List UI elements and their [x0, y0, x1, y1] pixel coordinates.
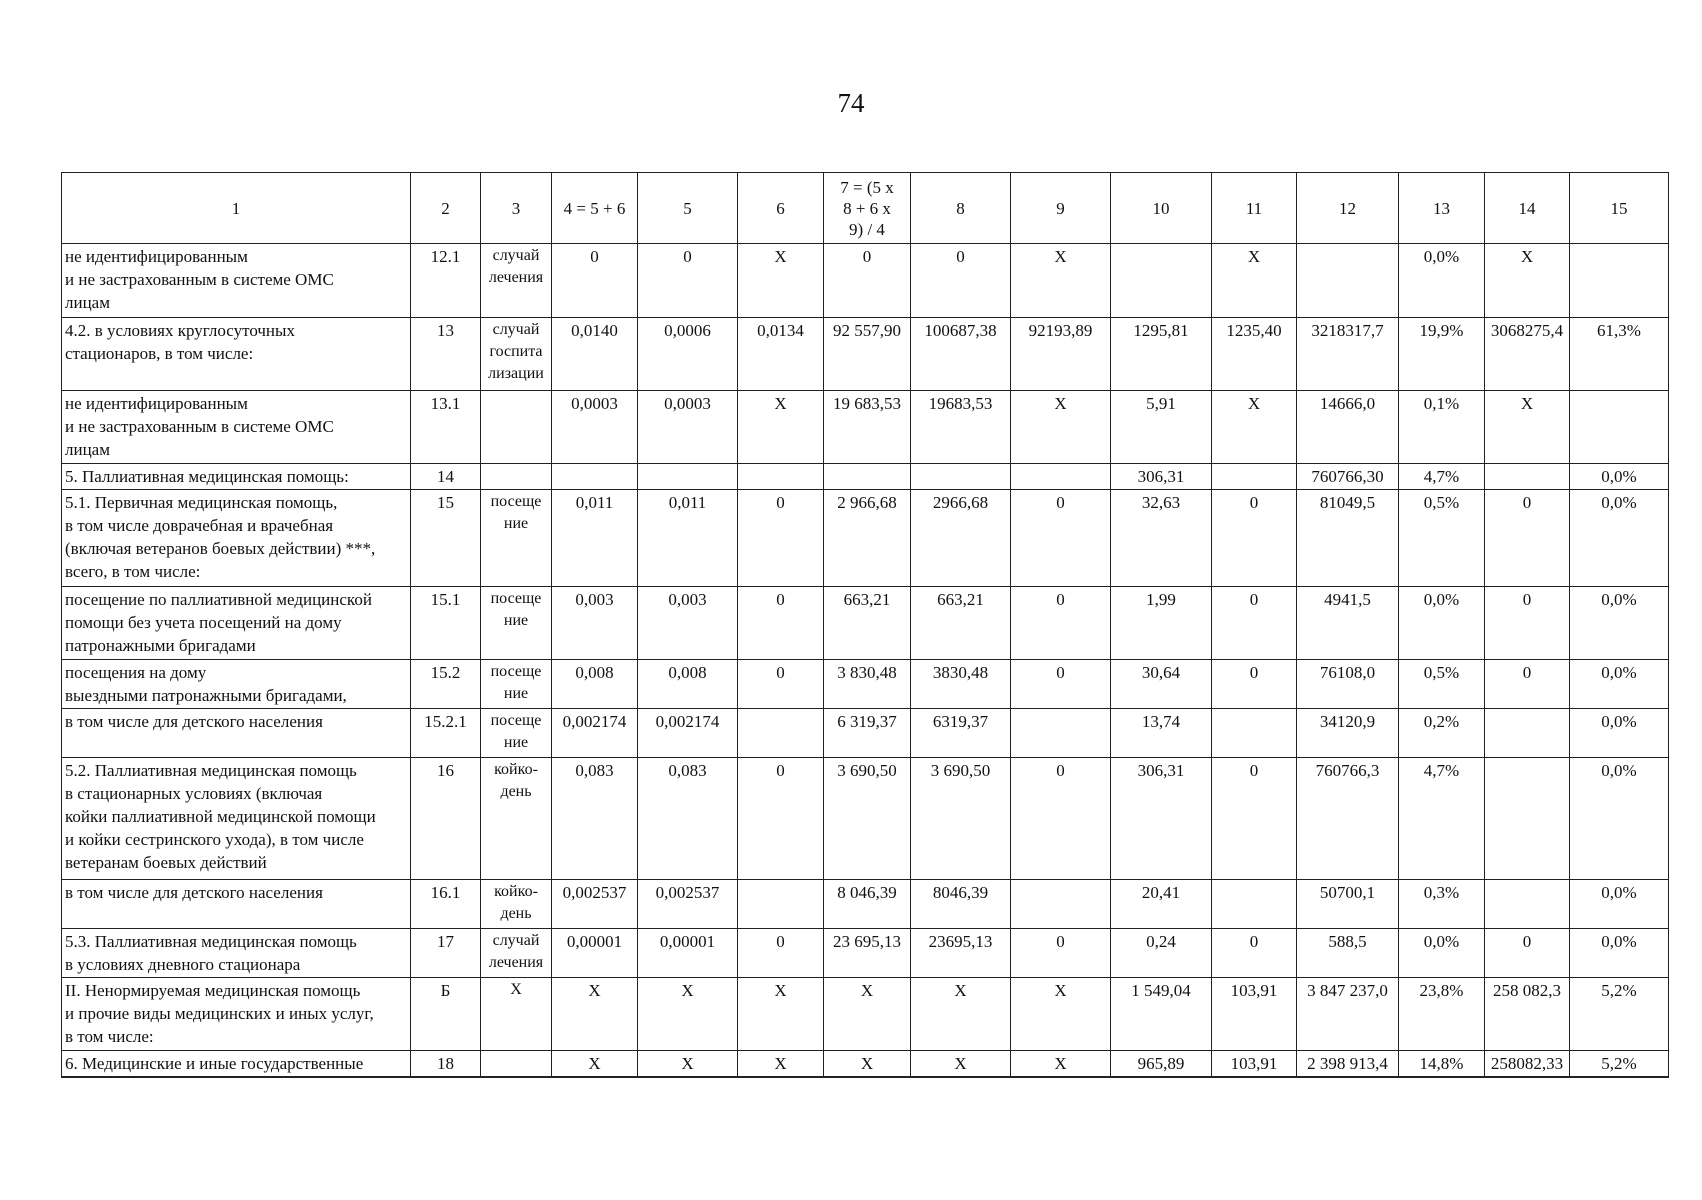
value-cell: 2 398 913,4 [1297, 1051, 1399, 1078]
value-cell: 0 [638, 244, 738, 318]
data-table [61, 172, 1669, 1078]
row-name-cell: не идентифицированным и не застрахованным в системе ОМС лицам [62, 244, 411, 318]
value-cell: 306,31 [1111, 758, 1212, 880]
value-cell: 0,0% [1570, 929, 1669, 978]
value-cell: Х [1212, 391, 1297, 464]
row-name-cell: 5.1. Первичная медицинская помощь, в том числе доврачебная и врачебная (включая ветеранов боевых действии) ***, всего, в том числе: [62, 490, 411, 587]
value-cell: 0,002537 [552, 880, 638, 929]
value-cell: 0,002174 [638, 709, 738, 758]
column-header: 13 [1399, 173, 1485, 244]
row-code-cell: 17 [411, 929, 481, 978]
value-cell: 5,91 [1111, 391, 1212, 464]
value-cell: 0,0% [1570, 758, 1669, 880]
value-cell: 1,99 [1111, 587, 1212, 660]
value-cell: 0 [911, 244, 1011, 318]
value-cell: 0,0% [1570, 464, 1669, 490]
value-cell [738, 709, 824, 758]
value-cell [1011, 880, 1111, 929]
unit-cell: койко- день [481, 880, 552, 929]
value-cell: 4941,5 [1297, 587, 1399, 660]
row-name-cell: посещение по паллиативной медицинской помощи без учета посещений на дому патронажными бригадами [62, 587, 411, 660]
column-header: 14 [1485, 173, 1570, 244]
value-cell: 0,5% [1399, 490, 1485, 587]
column-header: 12 [1297, 173, 1399, 244]
value-cell: 663,21 [911, 587, 1011, 660]
unit-cell: койко- день [481, 758, 552, 880]
value-cell: 306,31 [1111, 464, 1212, 490]
value-cell: 0 [738, 660, 824, 709]
value-cell: 30,64 [1111, 660, 1212, 709]
value-cell: 2966,68 [911, 490, 1011, 587]
column-header: 3 [481, 173, 552, 244]
value-cell: 23695,13 [911, 929, 1011, 978]
value-cell: Х [1485, 391, 1570, 464]
unit-cell: случай госпита лизации [481, 318, 552, 391]
value-cell: 61,3% [1570, 318, 1669, 391]
value-cell: 5,2% [1570, 1051, 1669, 1078]
value-cell: 76108,0 [1297, 660, 1399, 709]
row-name-cell: 5.2. Паллиативная медицинская помощь в стационарных условиях (включая койки паллиативной медицинской помощи и койки сестринского ухода), в том числе ветеранам боевых действий [62, 758, 411, 880]
header-row [62, 173, 1669, 244]
value-cell: 14666,0 [1297, 391, 1399, 464]
value-cell: Х [1011, 978, 1111, 1051]
value-cell: 0 [552, 244, 638, 318]
value-cell: 0 [1011, 490, 1111, 587]
value-cell: 0 [1212, 490, 1297, 587]
value-cell: Х [638, 1051, 738, 1078]
value-cell [1485, 709, 1570, 758]
row-code-cell: 15.1 [411, 587, 481, 660]
value-cell: 760766,30 [1297, 464, 1399, 490]
value-cell: 19683,53 [911, 391, 1011, 464]
unit-cell [481, 391, 552, 464]
row-code-cell: 16 [411, 758, 481, 880]
value-cell: Х [824, 978, 911, 1051]
table-row [62, 929, 1669, 978]
value-cell: 0 [1212, 660, 1297, 709]
unit-cell: посеще ние [481, 587, 552, 660]
value-cell: 0 [1485, 490, 1570, 587]
value-cell: Х [738, 244, 824, 318]
row-code-cell: 18 [411, 1051, 481, 1078]
value-cell: Х [1011, 1051, 1111, 1078]
value-cell [1485, 464, 1570, 490]
value-cell: 0,0134 [738, 318, 824, 391]
value-cell: 258 082,3 [1485, 978, 1570, 1051]
table-row [62, 318, 1669, 391]
value-cell [738, 464, 824, 490]
value-cell: 0,0% [1399, 244, 1485, 318]
value-cell: 0,002174 [552, 709, 638, 758]
value-cell: 81049,5 [1297, 490, 1399, 587]
value-cell: 588,5 [1297, 929, 1399, 978]
value-cell: 92 557,90 [824, 318, 911, 391]
value-cell: 6 319,37 [824, 709, 911, 758]
table-row [62, 1051, 1669, 1078]
value-cell: 0 [1011, 758, 1111, 880]
value-cell: 3 690,50 [824, 758, 911, 880]
value-cell: 0,5% [1399, 660, 1485, 709]
value-cell: 32,63 [1111, 490, 1212, 587]
column-header: 10 [1111, 173, 1212, 244]
value-cell [738, 880, 824, 929]
value-cell: Х [1011, 244, 1111, 318]
value-cell: 0 [1485, 660, 1570, 709]
value-cell: Х [738, 1051, 824, 1078]
value-cell: 0 [738, 587, 824, 660]
value-cell: 2 966,68 [824, 490, 911, 587]
row-code-cell: Б [411, 978, 481, 1051]
row-code-cell: 15 [411, 490, 481, 587]
value-cell [1297, 244, 1399, 318]
row-code-cell: 13.1 [411, 391, 481, 464]
value-cell: Х [1011, 391, 1111, 464]
value-cell: 4,7% [1399, 758, 1485, 880]
value-cell [1570, 391, 1669, 464]
value-cell: 0,0% [1570, 490, 1669, 587]
unit-cell: посеще ние [481, 709, 552, 758]
value-cell [638, 464, 738, 490]
value-cell: Х [1485, 244, 1570, 318]
table-row [62, 660, 1669, 709]
value-cell [552, 464, 638, 490]
value-cell: 965,89 [1111, 1051, 1212, 1078]
value-cell: 8 046,39 [824, 880, 911, 929]
value-cell: 0 [1212, 929, 1297, 978]
value-cell [1011, 709, 1111, 758]
value-cell: 0,0006 [638, 318, 738, 391]
unit-cell: случай лечения [481, 244, 552, 318]
value-cell: 0,0% [1570, 709, 1669, 758]
value-cell: 4,7% [1399, 464, 1485, 490]
value-cell: 0 [1212, 758, 1297, 880]
value-cell [1212, 709, 1297, 758]
unit-cell: посеще ние [481, 660, 552, 709]
value-cell: 0,24 [1111, 929, 1212, 978]
value-cell: 0,0% [1399, 587, 1485, 660]
table-row [62, 490, 1669, 587]
value-cell: Х [911, 978, 1011, 1051]
column-header: 2 [411, 173, 481, 244]
value-cell: 6319,37 [911, 709, 1011, 758]
row-name-cell: 5. Паллиативная медицинская помощь: [62, 464, 411, 490]
value-cell [1485, 758, 1570, 880]
value-cell: 0 [1011, 587, 1111, 660]
value-cell: Х [1212, 244, 1297, 318]
value-cell: 23,8% [1399, 978, 1485, 1051]
value-cell: 8046,39 [911, 880, 1011, 929]
unit-cell: посеще ние [481, 490, 552, 587]
value-cell: 3218317,7 [1297, 318, 1399, 391]
row-code-cell: 15.2 [411, 660, 481, 709]
value-cell: Х [738, 391, 824, 464]
value-cell: 0 [1011, 660, 1111, 709]
value-cell [1570, 244, 1669, 318]
table-row [62, 244, 1669, 318]
table-row [62, 880, 1669, 929]
value-cell: 0,011 [552, 490, 638, 587]
value-cell [1111, 244, 1212, 318]
value-cell [1212, 464, 1297, 490]
value-cell: Х [911, 1051, 1011, 1078]
value-cell: 0,083 [552, 758, 638, 880]
value-cell: 0,1% [1399, 391, 1485, 464]
value-cell: Х [552, 1051, 638, 1078]
value-cell: 0,083 [638, 758, 738, 880]
row-code-cell: 15.2.1 [411, 709, 481, 758]
value-cell: Х [824, 1051, 911, 1078]
row-name-cell: не идентифицированным и не застрахованным в системе ОМС лицам [62, 391, 411, 464]
row-code-cell: 13 [411, 318, 481, 391]
value-cell: 92193,89 [1011, 318, 1111, 391]
table-row [62, 464, 1669, 490]
value-cell: 0 [1212, 587, 1297, 660]
value-cell: 760766,3 [1297, 758, 1399, 880]
value-cell: 14,8% [1399, 1051, 1485, 1078]
column-header: 8 [911, 173, 1011, 244]
value-cell: 0,002537 [638, 880, 738, 929]
column-header: 1 [62, 173, 411, 244]
table-row [62, 978, 1669, 1051]
unit-cell: Х [481, 978, 552, 1051]
value-cell [911, 464, 1011, 490]
value-cell: 3 830,48 [824, 660, 911, 709]
row-name-cell: в том числе для детского населения [62, 880, 411, 929]
value-cell: 0 [1485, 587, 1570, 660]
row-name-cell: 4.2. в условиях круглосуточных стационаров, в том числе: [62, 318, 411, 391]
table-row [62, 587, 1669, 660]
value-cell: 663,21 [824, 587, 911, 660]
unit-cell [481, 1051, 552, 1078]
table-row [62, 709, 1669, 758]
column-header: 6 [738, 173, 824, 244]
value-cell: 0,008 [552, 660, 638, 709]
value-cell: 0 [1485, 929, 1570, 978]
value-cell: 1235,40 [1212, 318, 1297, 391]
value-cell: 0,00001 [638, 929, 738, 978]
value-cell: 0 [738, 490, 824, 587]
row-name-cell: 5.3. Паллиативная медицинская помощь в условиях дневного стационара [62, 929, 411, 978]
row-name-cell: II. Ненормируемая медицинская помощь и прочие виды медицинских и иных услуг, в том числе: [62, 978, 411, 1051]
value-cell: 1 549,04 [1111, 978, 1212, 1051]
value-cell: 50700,1 [1297, 880, 1399, 929]
value-cell: 0 [824, 244, 911, 318]
value-cell: 34120,9 [1297, 709, 1399, 758]
value-cell [1011, 464, 1111, 490]
value-cell: 3 847 237,0 [1297, 978, 1399, 1051]
value-cell: 0,0003 [638, 391, 738, 464]
table-body [62, 244, 1669, 1078]
row-code-cell: 16.1 [411, 880, 481, 929]
value-cell: 23 695,13 [824, 929, 911, 978]
table-row [62, 391, 1669, 464]
column-header: 11 [1212, 173, 1297, 244]
value-cell: 0,00001 [552, 929, 638, 978]
value-cell: Х [552, 978, 638, 1051]
value-cell: 3830,48 [911, 660, 1011, 709]
value-cell: 103,91 [1212, 1051, 1297, 1078]
value-cell: 5,2% [1570, 978, 1669, 1051]
value-cell: 0,008 [638, 660, 738, 709]
value-cell: 13,74 [1111, 709, 1212, 758]
value-cell [1212, 880, 1297, 929]
column-header: 7 = (5 х 8 + 6 х 9) / 4 [824, 173, 911, 244]
row-code-cell: 14 [411, 464, 481, 490]
table-row [62, 758, 1669, 880]
row-name-cell: посещения на дому выездными патронажными бригадами, [62, 660, 411, 709]
unit-cell: случай лечения [481, 929, 552, 978]
value-cell: 0 [738, 929, 824, 978]
column-header: 5 [638, 173, 738, 244]
value-cell: Х [638, 978, 738, 1051]
value-cell: 0,0003 [552, 391, 638, 464]
value-cell: Х [738, 978, 824, 1051]
value-cell: 0,0% [1570, 587, 1669, 660]
value-cell: 0,0% [1570, 880, 1669, 929]
column-header: 15 [1570, 173, 1669, 244]
value-cell: 0,3% [1399, 880, 1485, 929]
value-cell: 0 [1011, 929, 1111, 978]
value-cell: 3068275,4 [1485, 318, 1570, 391]
value-cell: 0 [738, 758, 824, 880]
value-cell: 3 690,50 [911, 758, 1011, 880]
value-cell: 0,2% [1399, 709, 1485, 758]
value-cell: 103,91 [1212, 978, 1297, 1051]
value-cell [824, 464, 911, 490]
value-cell: 100687,38 [911, 318, 1011, 391]
unit-cell [481, 464, 552, 490]
row-name-cell: 6. Медицинские и иные государственные [62, 1051, 411, 1078]
value-cell: 0,003 [552, 587, 638, 660]
value-cell: 0,011 [638, 490, 738, 587]
column-header: 4 = 5 + 6 [552, 173, 638, 244]
value-cell: 19 683,53 [824, 391, 911, 464]
value-cell: 0,003 [638, 587, 738, 660]
column-header: 9 [1011, 173, 1111, 244]
row-code-cell: 12.1 [411, 244, 481, 318]
value-cell: 0,0140 [552, 318, 638, 391]
value-cell: 1295,81 [1111, 318, 1212, 391]
value-cell: 0,0% [1399, 929, 1485, 978]
value-cell: 20,41 [1111, 880, 1212, 929]
row-name-cell: в том числе для детского населения [62, 709, 411, 758]
value-cell: 258082,33 [1485, 1051, 1570, 1078]
value-cell [1485, 880, 1570, 929]
value-cell: 0,0% [1570, 660, 1669, 709]
value-cell: 19,9% [1399, 318, 1485, 391]
page-number: 74 [837, 88, 865, 118]
